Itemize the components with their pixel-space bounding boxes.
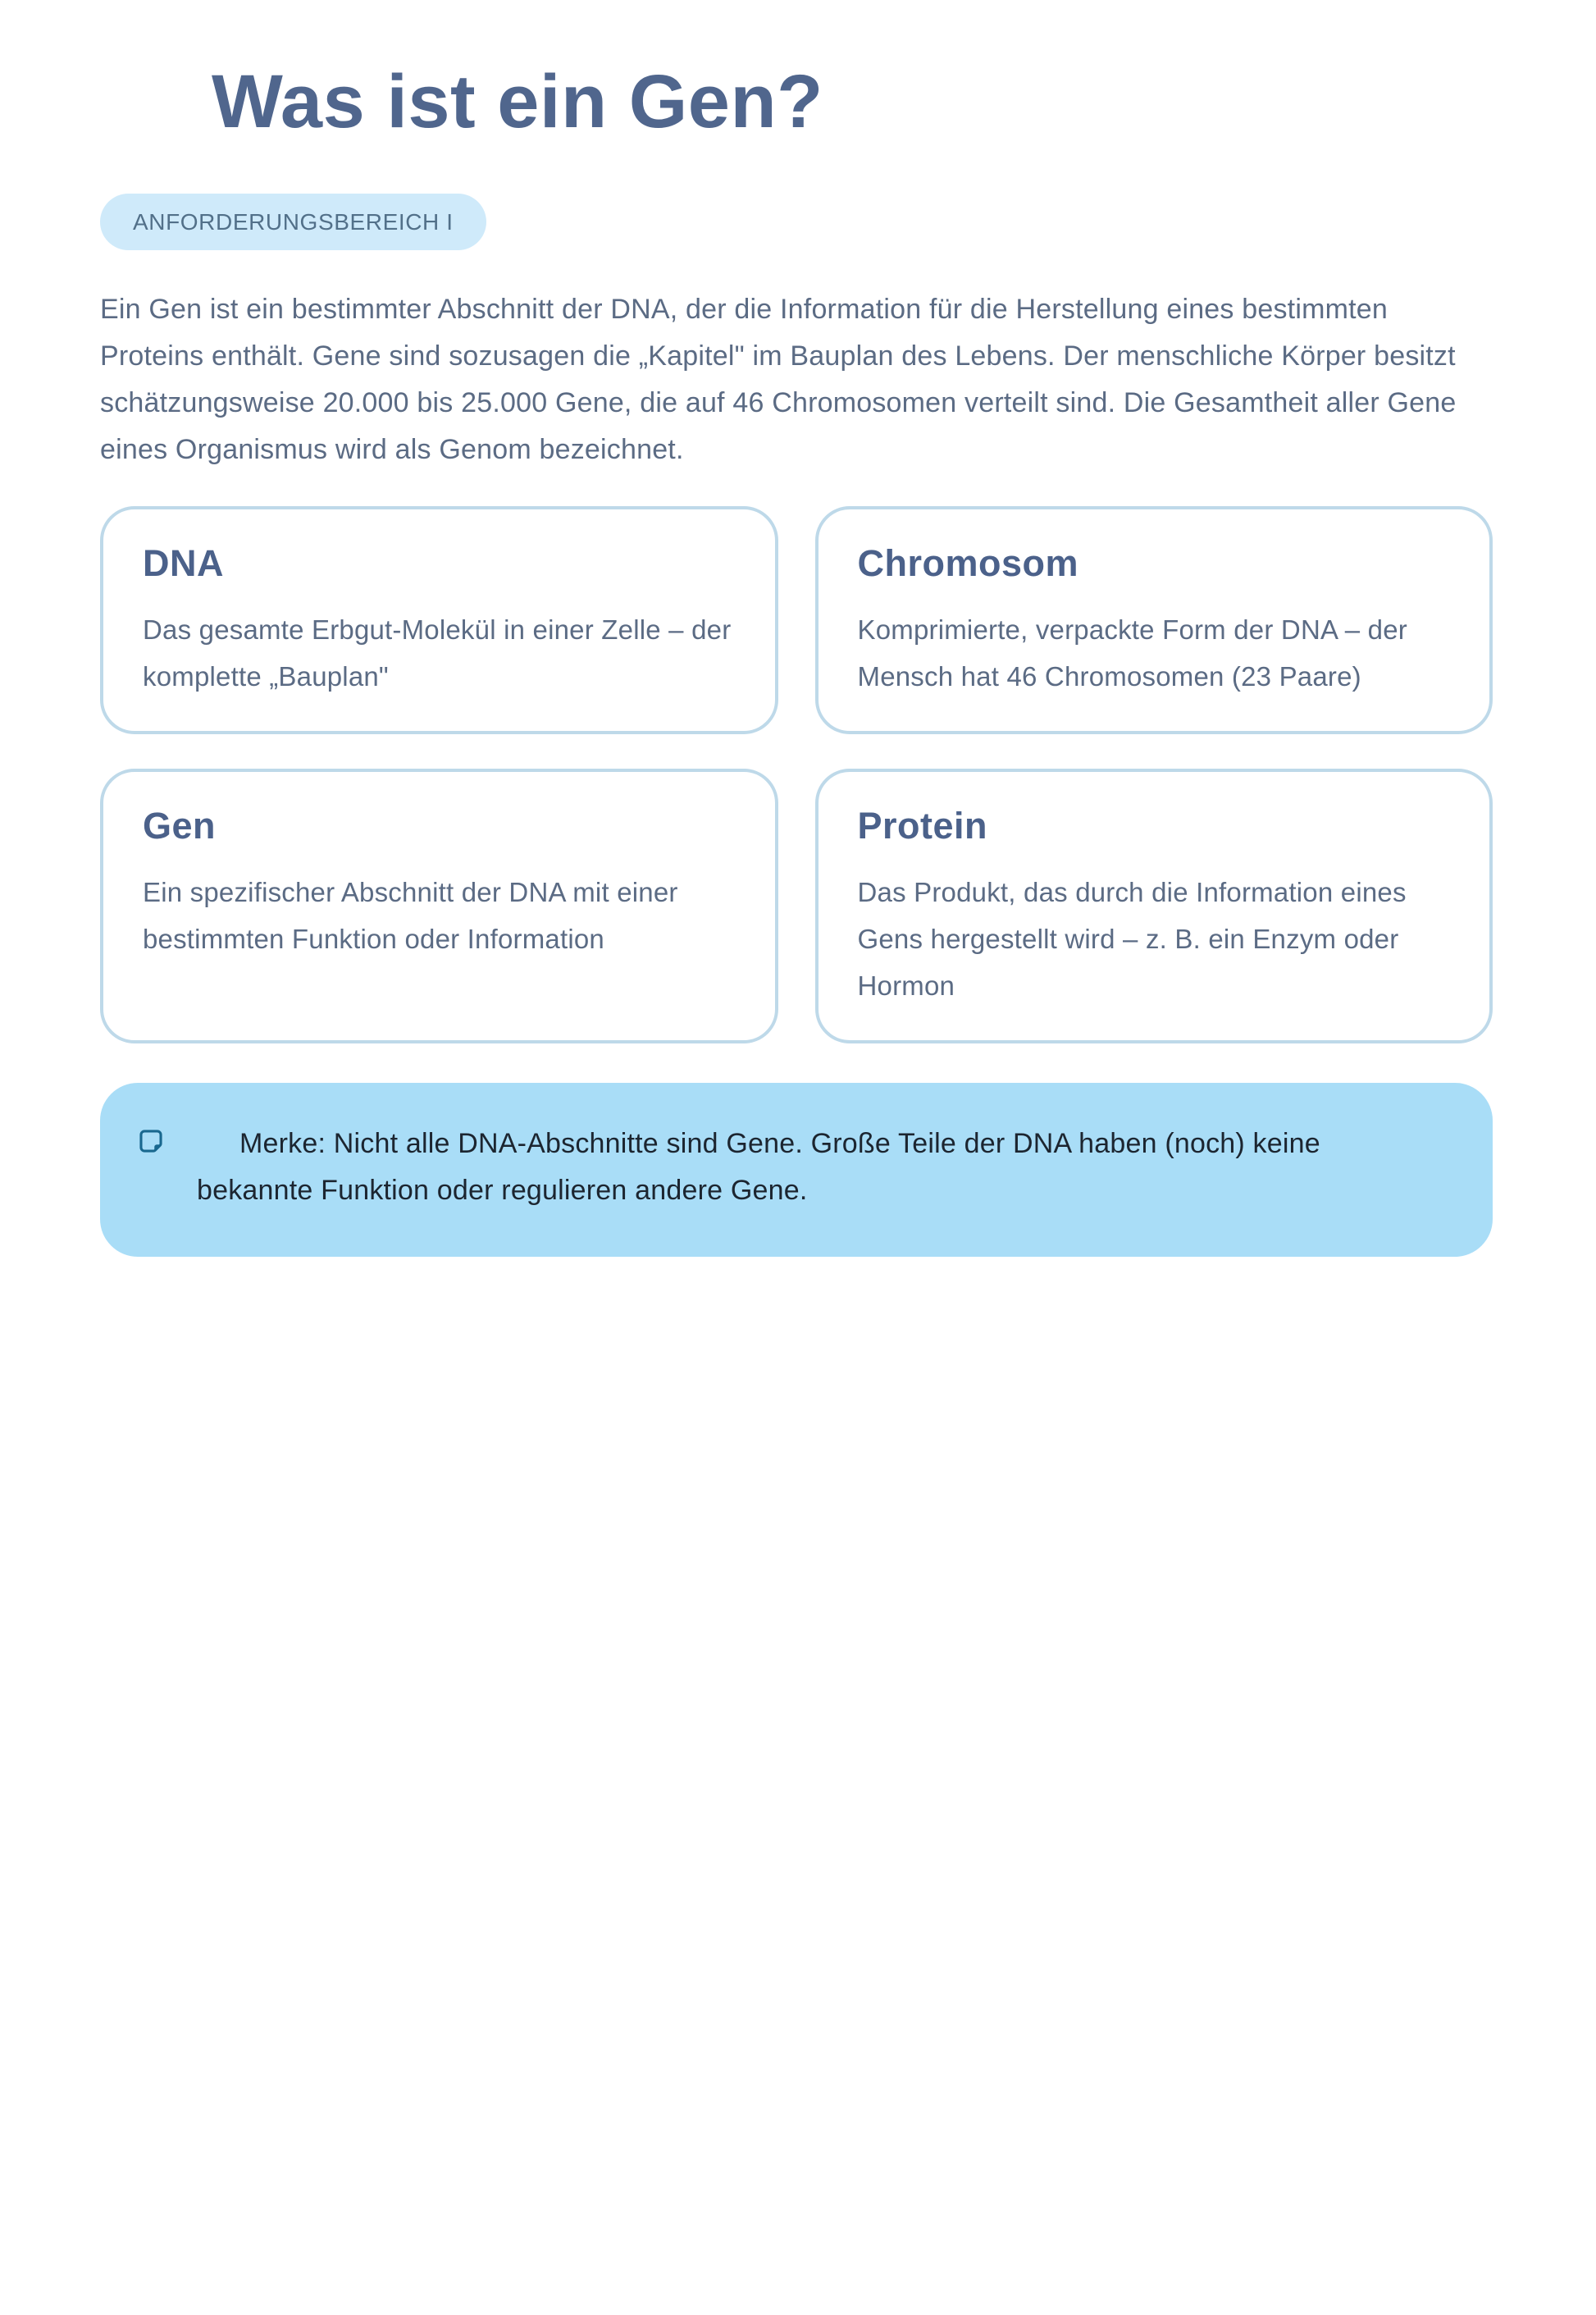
card-protein xyxy=(815,769,1493,1043)
worksheet-page xyxy=(0,59,1596,1257)
merke-note-box xyxy=(100,1083,1493,1257)
page-title: Was ist ein Gen? xyxy=(212,60,823,144)
card-chromosom-body: Komprimierte, verpackte Form der DNA – der Mensch hat 46 Chromosomen (23 Paare) xyxy=(857,614,1407,692)
intro-paragraph: Ein Gen ist ein bestimmter Abschnitt der DNA, der die Information für die Herstellung eines bestimmten Proteins enthält. Gene sind sozusagen die „Kapitel" im Bauplan des Lebens. Der menschliche Körper besitzt schätzungsweise 20.000 bis 25.000 Gene, die auf 46 Chromosomen verteilt sind. Die Gesamtheit aller Gene eines Organismus wird als Genom bezeichnet. xyxy=(100,293,1457,465)
requirement-level-badge: ANFORDERUNGSBEREICH I xyxy=(100,194,486,250)
card-chromosom xyxy=(815,506,1493,734)
card-dna xyxy=(100,506,778,734)
card-gen-title: Gen xyxy=(143,804,217,847)
card-dna-body: Das gesamte Erbgut-Molekül in einer Zelle – der komplette „Bauplan" xyxy=(143,614,732,692)
sticky-note-icon xyxy=(137,1127,165,1155)
card-chromosom-title: Chromosom xyxy=(857,541,1079,584)
card-protein-title: Protein xyxy=(857,804,988,847)
merke-note-text: Merke: Nicht alle DNA-Abschnitte sind Gene. Große Teile der DNA haben (noch) keine bekannte Funktion oder regulieren andere Gene. xyxy=(197,1127,1320,1206)
card-dna-title: DNA xyxy=(143,541,224,584)
card-protein-body: Das Produkt, das durch die Information eines Gens hergestellt wird – z. B. ein Enzym oder Hormon xyxy=(857,876,1407,1001)
definition-card-grid xyxy=(100,506,1493,1043)
card-gen-body: Ein spezifischer Abschnitt der DNA mit einer bestimmten Funktion oder Information xyxy=(143,876,678,954)
card-gen xyxy=(100,769,778,1043)
